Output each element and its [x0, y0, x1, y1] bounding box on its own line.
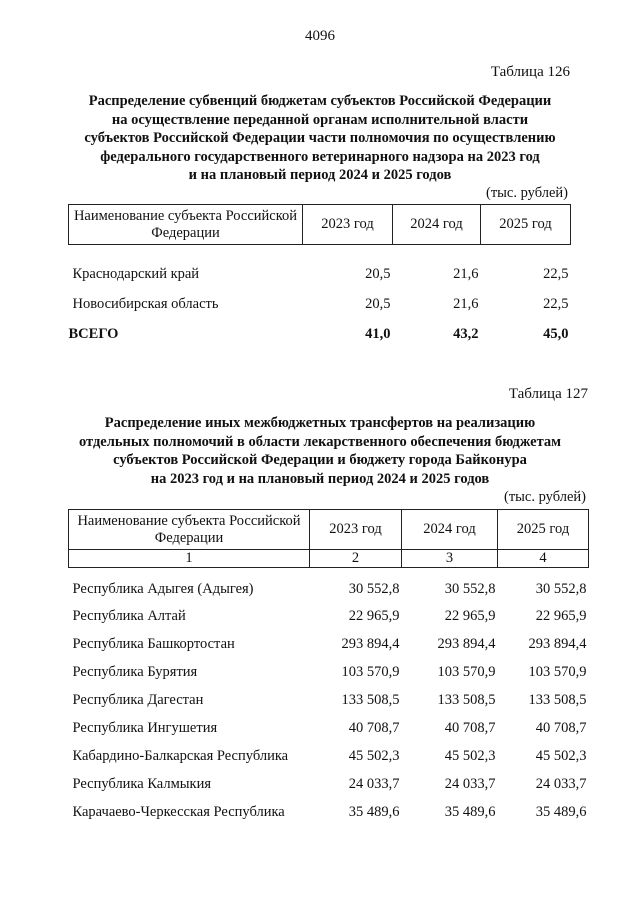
column-header-2024: 2024 год — [402, 510, 498, 550]
table-row — [69, 245, 571, 283]
cell-2024: 103 570,9 — [437, 663, 496, 680]
cell-2023: 30 552,8 — [348, 580, 400, 597]
cell-region: Республика Калмыкия — [72, 775, 211, 792]
table-header-row — [69, 205, 571, 245]
column-header-region: Наименование субъекта Российской Федерации — [69, 510, 310, 550]
cell-2025: 22,5 — [543, 265, 569, 282]
cell-2023: 45 502,3 — [348, 747, 400, 764]
cell-region: Краснодарский край — [72, 265, 200, 282]
column-header-2025: 2025 год — [481, 205, 571, 245]
table-row — [69, 737, 589, 765]
table-126 — [68, 204, 571, 343]
cell-2025: 24 033,7 — [535, 775, 587, 792]
cell-2023: 40 708,7 — [348, 719, 400, 736]
cell-2023: 22 965,9 — [348, 607, 400, 624]
cell-2024: 21,6 — [453, 265, 479, 282]
cell-2023: 35 489,6 — [348, 803, 400, 820]
table-127-title — [40, 414, 600, 488]
title-line: на 2023 год и на плановый период 2024 и 2025 годов — [150, 470, 490, 487]
total-2023: 41,0 — [365, 325, 391, 342]
table-126-title — [40, 92, 600, 185]
cell-2025: 22 965,9 — [535, 607, 587, 624]
table-header-row — [69, 510, 589, 550]
table-127 — [68, 509, 589, 821]
cell-2024: 293 894,4 — [437, 635, 496, 652]
cell-2025: 45 502,3 — [535, 747, 587, 764]
title-line: федерального государственного ветеринарного надзора на 2023 год — [100, 148, 540, 165]
cell-2024: 40 708,7 — [444, 719, 496, 736]
cell-2023: 24 033,7 — [348, 775, 400, 792]
cell-2023: 20,5 — [365, 295, 391, 312]
column-number: 2 — [310, 550, 402, 568]
cell-region: Кабардино-Балкарская Республика — [72, 747, 289, 764]
cell-region: Республика Башкортостан — [72, 635, 235, 652]
cell-2023: 293 894,4 — [341, 635, 400, 652]
column-header-region: Наименование субъекта Российской Федерации — [69, 205, 303, 245]
cell-2024: 133 508,5 — [437, 691, 496, 708]
page-number: 4096 — [305, 28, 335, 44]
title-line: на осуществление переданной органам исполнительной власти — [111, 111, 529, 128]
cell-2024: 22 965,9 — [444, 607, 496, 624]
cell-2025: 22,5 — [543, 295, 569, 312]
cell-region: Республика Ингушетия — [72, 719, 218, 736]
column-header-2024: 2024 год — [393, 205, 481, 245]
column-numbers-row — [69, 550, 589, 568]
table-126-units: (тыс. рублей) — [486, 185, 568, 201]
column-header-2023: 2023 год — [303, 205, 393, 245]
table-126-label: Таблица 126 — [490, 64, 570, 80]
table-row — [69, 793, 589, 821]
table-127-units: (тыс. рублей) — [504, 489, 586, 505]
cell-2025: 133 508,5 — [528, 691, 587, 708]
table-row — [69, 625, 589, 653]
title-line: Распределение субвенций бюджетам субъектов Российской Федерации — [88, 93, 552, 109]
cell-2025: 35 489,6 — [535, 803, 587, 820]
column-number: 1 — [69, 550, 310, 568]
title-line: субъектов Российской Федерации и бюджету города Байконура — [113, 452, 527, 468]
cell-region: Республика Бурятия — [72, 663, 198, 680]
table-row — [69, 598, 589, 625]
column-number: 3 — [402, 550, 498, 568]
cell-region: Республика Алтай — [72, 607, 186, 624]
total-label: ВСЕГО — [68, 325, 119, 342]
table-row — [69, 568, 589, 598]
total-2024: 43,2 — [453, 325, 479, 342]
cell-region: Новосибирская область — [72, 295, 219, 312]
table-row — [69, 681, 589, 709]
table-row — [69, 709, 589, 737]
cell-2024: 45 502,3 — [444, 747, 496, 764]
title-line: субъектов Российской Федерации части полномочия по осуществлению — [84, 130, 556, 146]
cell-2023: 20,5 — [365, 265, 391, 282]
table-127-label: Таблица 127 — [508, 386, 588, 402]
table-row — [69, 765, 589, 793]
total-2025: 45,0 — [543, 325, 569, 342]
cell-region: Республика Дагестан — [72, 691, 204, 708]
total-row — [69, 313, 571, 343]
cell-region: Карачаево-Черкесская Республика — [72, 803, 285, 820]
cell-2024: 35 489,6 — [444, 803, 496, 820]
cell-2024: 21,6 — [453, 295, 479, 312]
cell-2023: 103 570,9 — [341, 663, 400, 680]
column-header-2025: 2025 год — [498, 510, 589, 550]
cell-2023: 133 508,5 — [341, 691, 400, 708]
column-header-2023: 2023 год — [310, 510, 402, 550]
column-number: 4 — [498, 550, 589, 568]
cell-2025: 30 552,8 — [535, 580, 587, 597]
title-line: отдельных полномочий в области лекарственного обеспечения бюджетам — [78, 433, 562, 450]
cell-2025: 103 570,9 — [528, 663, 587, 680]
table-row — [69, 653, 589, 681]
title-line: Распределение иных межбюджетных трансфертов на реализацию — [104, 415, 536, 431]
title-line: и на плановый период 2024 и 2025 годов — [188, 167, 452, 183]
table-row — [69, 283, 571, 313]
cell-2025: 293 894,4 — [528, 635, 587, 652]
cell-2024: 30 552,8 — [444, 580, 496, 597]
cell-2025: 40 708,7 — [535, 719, 587, 736]
cell-region: Республика Адыгея (Адыгея) — [72, 580, 254, 597]
cell-2024: 24 033,7 — [444, 775, 496, 792]
